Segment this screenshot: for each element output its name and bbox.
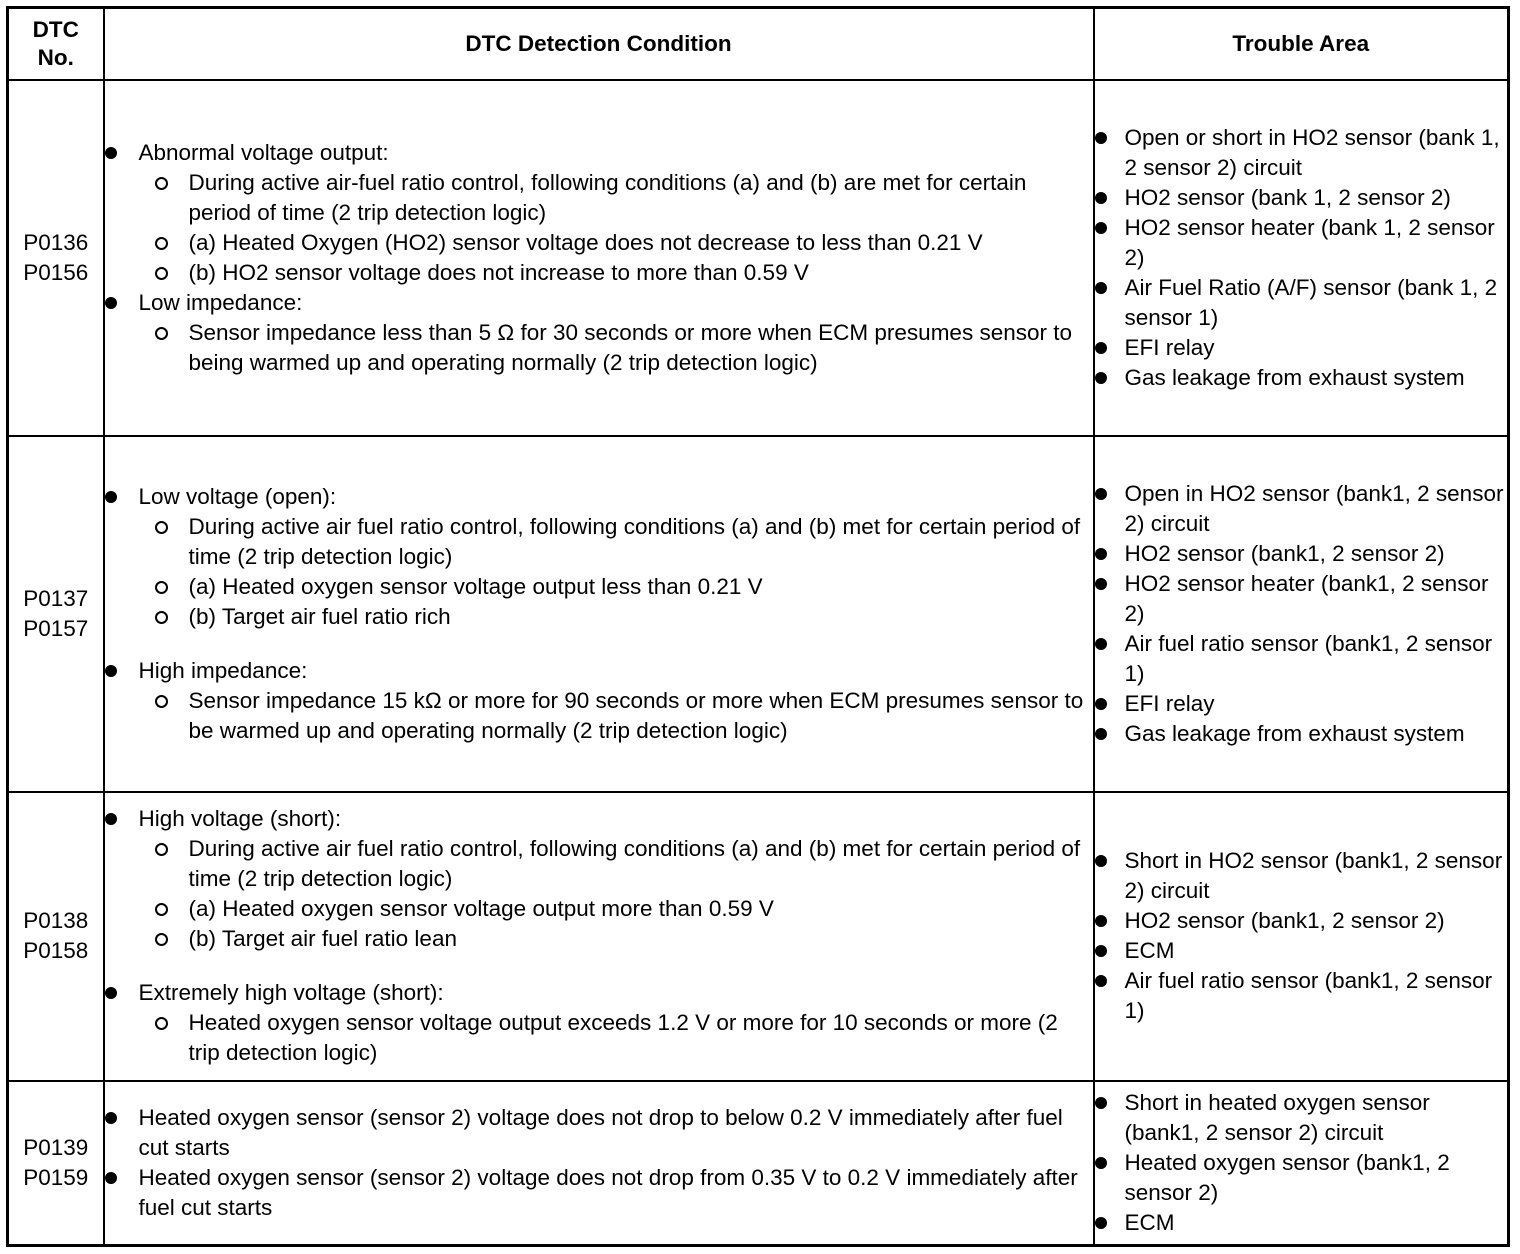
- trouble-area-text: Short in heated oxygen sensor (bank1, 2 sensor 2) circuit: [1124, 1089, 1430, 1145]
- trouble-area-text: HO2 sensor heater (bank 1, 2 sensor 2): [1124, 214, 1495, 270]
- condition-item: [105, 1163, 1093, 1223]
- sub-condition-item: [139, 1008, 1093, 1068]
- sub-condition-item: [139, 834, 1093, 894]
- dtc-code-cell: [8, 792, 104, 1081]
- trouble-area-text: Gas leakage from exhaust system: [1124, 720, 1465, 746]
- bullet-icon: [1095, 282, 1107, 294]
- sub-condition-item: [139, 228, 1093, 258]
- sub-condition-item: [139, 602, 1093, 632]
- trouble-area-text: Air fuel ratio sensor (bank1, 2 sensor 1): [1124, 968, 1493, 1023]
- header-detection-condition: DTC Detection Condition: [104, 8, 1094, 80]
- trouble-area-list: [1095, 846, 1508, 1026]
- sub-condition-text: (a) Heated oxygen sensor voltage output less than 0.21 V: [188, 573, 763, 599]
- bullet-icon: [105, 665, 117, 677]
- trouble-area-item: [1095, 966, 1508, 1026]
- trouble-area-item: [1095, 1208, 1508, 1238]
- header-dtc-no-line1: DTC: [32, 16, 79, 42]
- circle-bullet-icon: [155, 1017, 168, 1030]
- trouble-area-text: HO2 sensor (bank1, 2 sensor 2): [1124, 908, 1445, 933]
- sub-condition-item: [139, 572, 1093, 602]
- sub-condition-list: [139, 834, 1093, 954]
- trouble-area-text: Air fuel ratio sensor (bank1, 2 sensor 1): [1124, 630, 1493, 686]
- trouble-area-text: Short in HO2 sensor (bank1, 2 sensor 2) circuit: [1124, 848, 1503, 903]
- trouble-area-item: [1095, 936, 1508, 966]
- bullet-icon: [1095, 548, 1107, 560]
- condition-list: [105, 138, 1093, 378]
- trouble-area-item: [1095, 719, 1508, 749]
- trouble-area-item: [1095, 539, 1508, 569]
- sub-condition-list: [139, 318, 1093, 378]
- dtc-code-cell: [8, 1081, 104, 1246]
- sub-condition-text: (b) Target air fuel ratio rich: [188, 603, 451, 629]
- bullet-icon: [1095, 132, 1107, 144]
- bullet-icon: [1095, 855, 1107, 867]
- dtc-code-cell: [8, 80, 104, 436]
- bullet-icon: [1095, 372, 1107, 384]
- condition-cell: [104, 792, 1094, 1081]
- trouble-area-item: [1095, 629, 1508, 689]
- header-dtc-no: [8, 8, 104, 80]
- sub-condition-list: [139, 168, 1093, 288]
- sub-condition-list: [139, 512, 1093, 632]
- bullet-icon: [1095, 638, 1107, 650]
- circle-bullet-icon: [155, 581, 168, 594]
- sub-condition-item: [139, 894, 1093, 924]
- trouble-area-text: Gas leakage from exhaust system: [1124, 364, 1465, 390]
- sub-condition-text: During active air fuel ratio control, following conditions (a) and (b) met for certain period of time (2 trip detection logic): [188, 836, 1081, 891]
- circle-bullet-icon: [155, 695, 168, 708]
- condition-text: High impedance:: [138, 657, 308, 683]
- circle-bullet-icon: [155, 933, 168, 946]
- dtc-code: P0139: [23, 1134, 89, 1160]
- circle-bullet-icon: [155, 177, 168, 190]
- bullet-icon: [105, 297, 117, 309]
- trouble-area-text: EFI relay: [1124, 690, 1215, 716]
- table-row: [8, 1081, 1509, 1246]
- table-row: [8, 792, 1509, 1081]
- trouble-area-cell: [1094, 1081, 1509, 1246]
- sub-condition-text: Sensor impedance 15 kΩ or more for 90 seconds or more when ECM presumes sensor to be warmed up and operating normally (2 trip detection logic): [188, 687, 1084, 743]
- dtc-code: P0157: [23, 615, 89, 641]
- condition-text: Heated oxygen sensor (sensor 2) voltage does not drop from 0.35 V to 0.2 V immediately after fuel cut starts: [138, 1164, 1078, 1220]
- sub-condition-text: (a) Heated Oxygen (HO2) sensor voltage does not decrease to less than 0.21 V: [188, 229, 983, 255]
- condition-item: [105, 978, 1093, 1068]
- condition-text: Low impedance:: [138, 289, 303, 315]
- circle-bullet-icon: [155, 327, 168, 340]
- condition-cell: [104, 80, 1094, 436]
- bullet-icon: [1095, 488, 1107, 500]
- sub-condition-item: [139, 686, 1093, 746]
- sub-condition-text: During active air-fuel ratio control, following conditions (a) and (b) are met for certain period of time (2 trip detection logic): [188, 169, 1027, 225]
- trouble-area-item: [1095, 906, 1508, 936]
- trouble-area-text: ECM: [1124, 938, 1175, 963]
- bullet-icon: [1095, 222, 1107, 234]
- trouble-area-item: [1095, 333, 1508, 363]
- condition-list: [105, 1103, 1093, 1223]
- trouble-area-item: [1095, 213, 1508, 273]
- condition-cell: [104, 1081, 1094, 1246]
- dtc-code: P0138: [23, 908, 89, 933]
- trouble-area-text: Heated oxygen sensor (bank1, 2 sensor 2): [1124, 1149, 1450, 1205]
- trouble-area-text: Air Fuel Ratio (A/F) sensor (bank 1, 2 sensor 1): [1124, 274, 1498, 330]
- bullet-icon: [1095, 192, 1107, 204]
- sub-condition-item: [139, 512, 1093, 572]
- trouble-area-list: [1095, 1088, 1508, 1238]
- sub-condition-text: (b) HO2 sensor voltage does not increase to more than 0.59 V: [188, 259, 809, 285]
- bullet-icon: [105, 147, 117, 159]
- bullet-icon: [1095, 915, 1107, 927]
- sub-condition-text: Heated oxygen sensor voltage output exceeds 1.2 V or more for 10 seconds or more (2 trip detection logic): [188, 1010, 1058, 1065]
- circle-bullet-icon: [155, 237, 168, 250]
- circle-bullet-icon: [155, 611, 168, 624]
- bullet-icon: [1095, 578, 1107, 590]
- dtc-code: P0159: [23, 1164, 89, 1190]
- trouble-area-cell: [1094, 792, 1509, 1081]
- condition-item: [105, 288, 1093, 378]
- condition-item: [105, 138, 1093, 288]
- condition-text: High voltage (short):: [138, 806, 342, 831]
- trouble-area-item: [1095, 569, 1508, 629]
- bullet-icon: [1095, 728, 1107, 740]
- trouble-area-item: [1095, 479, 1508, 539]
- dtc-code: P0137: [23, 585, 89, 611]
- trouble-area-item: [1095, 183, 1508, 213]
- condition-item: [105, 482, 1093, 632]
- circle-bullet-icon: [155, 843, 168, 856]
- trouble-area-cell: [1094, 436, 1509, 792]
- condition-item: [105, 656, 1093, 746]
- trouble-area-item: [1095, 273, 1508, 333]
- sub-condition-text: (b) Target air fuel ratio lean: [188, 926, 457, 951]
- trouble-area-text: Open or short in HO2 sensor (bank 1, 2 sensor 2) circuit: [1124, 124, 1500, 180]
- condition-list: [105, 804, 1093, 1068]
- bullet-icon: [1095, 975, 1107, 987]
- trouble-area-item: [1095, 846, 1508, 906]
- trouble-area-item: [1095, 689, 1508, 719]
- dtc-code: P0156: [23, 259, 89, 285]
- condition-text: Abnormal voltage output:: [138, 139, 389, 165]
- bullet-icon: [1095, 945, 1107, 957]
- condition-text: Low voltage (open):: [138, 483, 337, 509]
- table-row: [8, 436, 1509, 792]
- condition-list: [105, 482, 1093, 746]
- dtc-table: [6, 6, 1510, 1247]
- bullet-icon: [1095, 1217, 1107, 1229]
- trouble-area-text: HO2 sensor (bank1, 2 sensor 2): [1124, 540, 1445, 566]
- sub-condition-text: (a) Heated oxygen sensor voltage output more than 0.59 V: [188, 896, 774, 921]
- bullet-icon: [105, 1172, 117, 1184]
- trouble-area-text: HO2 sensor (bank 1, 2 sensor 2): [1124, 184, 1451, 210]
- sub-condition-item: [139, 924, 1093, 954]
- bullet-icon: [1095, 1157, 1107, 1169]
- table-row: [8, 80, 1509, 436]
- dtc-code: P0136: [23, 229, 89, 255]
- bullet-icon: [105, 491, 117, 503]
- circle-bullet-icon: [155, 521, 168, 534]
- condition-text: Heated oxygen sensor (sensor 2) voltage does not drop to below 0.2 V immediately after fuel cut starts: [138, 1104, 1063, 1160]
- bullet-icon: [105, 1112, 117, 1124]
- trouble-area-item: [1095, 123, 1508, 183]
- sub-condition-text: During active air fuel ratio control, following conditions (a) and (b) met for certain period of time (2 trip detection logic): [188, 513, 1081, 569]
- sub-condition-item: [139, 258, 1093, 288]
- header-trouble-area: Trouble Area: [1094, 8, 1509, 80]
- bullet-icon: [1095, 698, 1107, 710]
- trouble-area-text: EFI relay: [1124, 334, 1215, 360]
- trouble-area-text: HO2 sensor heater (bank1, 2 sensor 2): [1124, 570, 1489, 626]
- header-row: [8, 8, 1509, 80]
- sub-condition-list: [139, 1008, 1093, 1068]
- condition-item: [105, 1103, 1093, 1163]
- bullet-icon: [105, 813, 117, 825]
- condition-item: [105, 804, 1093, 954]
- condition-text: Extremely high voltage (short):: [138, 980, 444, 1005]
- trouble-area-list: [1095, 479, 1508, 749]
- circle-bullet-icon: [155, 903, 168, 916]
- trouble-area-text: ECM: [1124, 1209, 1175, 1235]
- sub-condition-list: [139, 686, 1093, 746]
- trouble-area-item: [1095, 1148, 1508, 1208]
- trouble-area-cell: [1094, 80, 1509, 436]
- header-dtc-no-line2: No.: [37, 44, 74, 70]
- condition-cell: [104, 436, 1094, 792]
- dtc-code-cell: [8, 436, 104, 792]
- trouble-area-list: [1095, 123, 1508, 393]
- trouble-area-item: [1095, 363, 1508, 393]
- dtc-code: P0158: [23, 938, 89, 963]
- sub-condition-item: [139, 318, 1093, 378]
- bullet-icon: [1095, 342, 1107, 354]
- trouble-area-text: Open in HO2 sensor (bank1, 2 sensor 2) circuit: [1124, 480, 1504, 536]
- sub-condition-text: Sensor impedance less than 5 Ω for 30 seconds or more when ECM presumes sensor to being warmed up and operating normally (2 trip detection logic): [188, 319, 1072, 375]
- bullet-icon: [1095, 1097, 1107, 1109]
- trouble-area-item: [1095, 1088, 1508, 1148]
- circle-bullet-icon: [155, 267, 168, 280]
- bullet-icon: [105, 987, 117, 999]
- sub-condition-item: [139, 168, 1093, 228]
